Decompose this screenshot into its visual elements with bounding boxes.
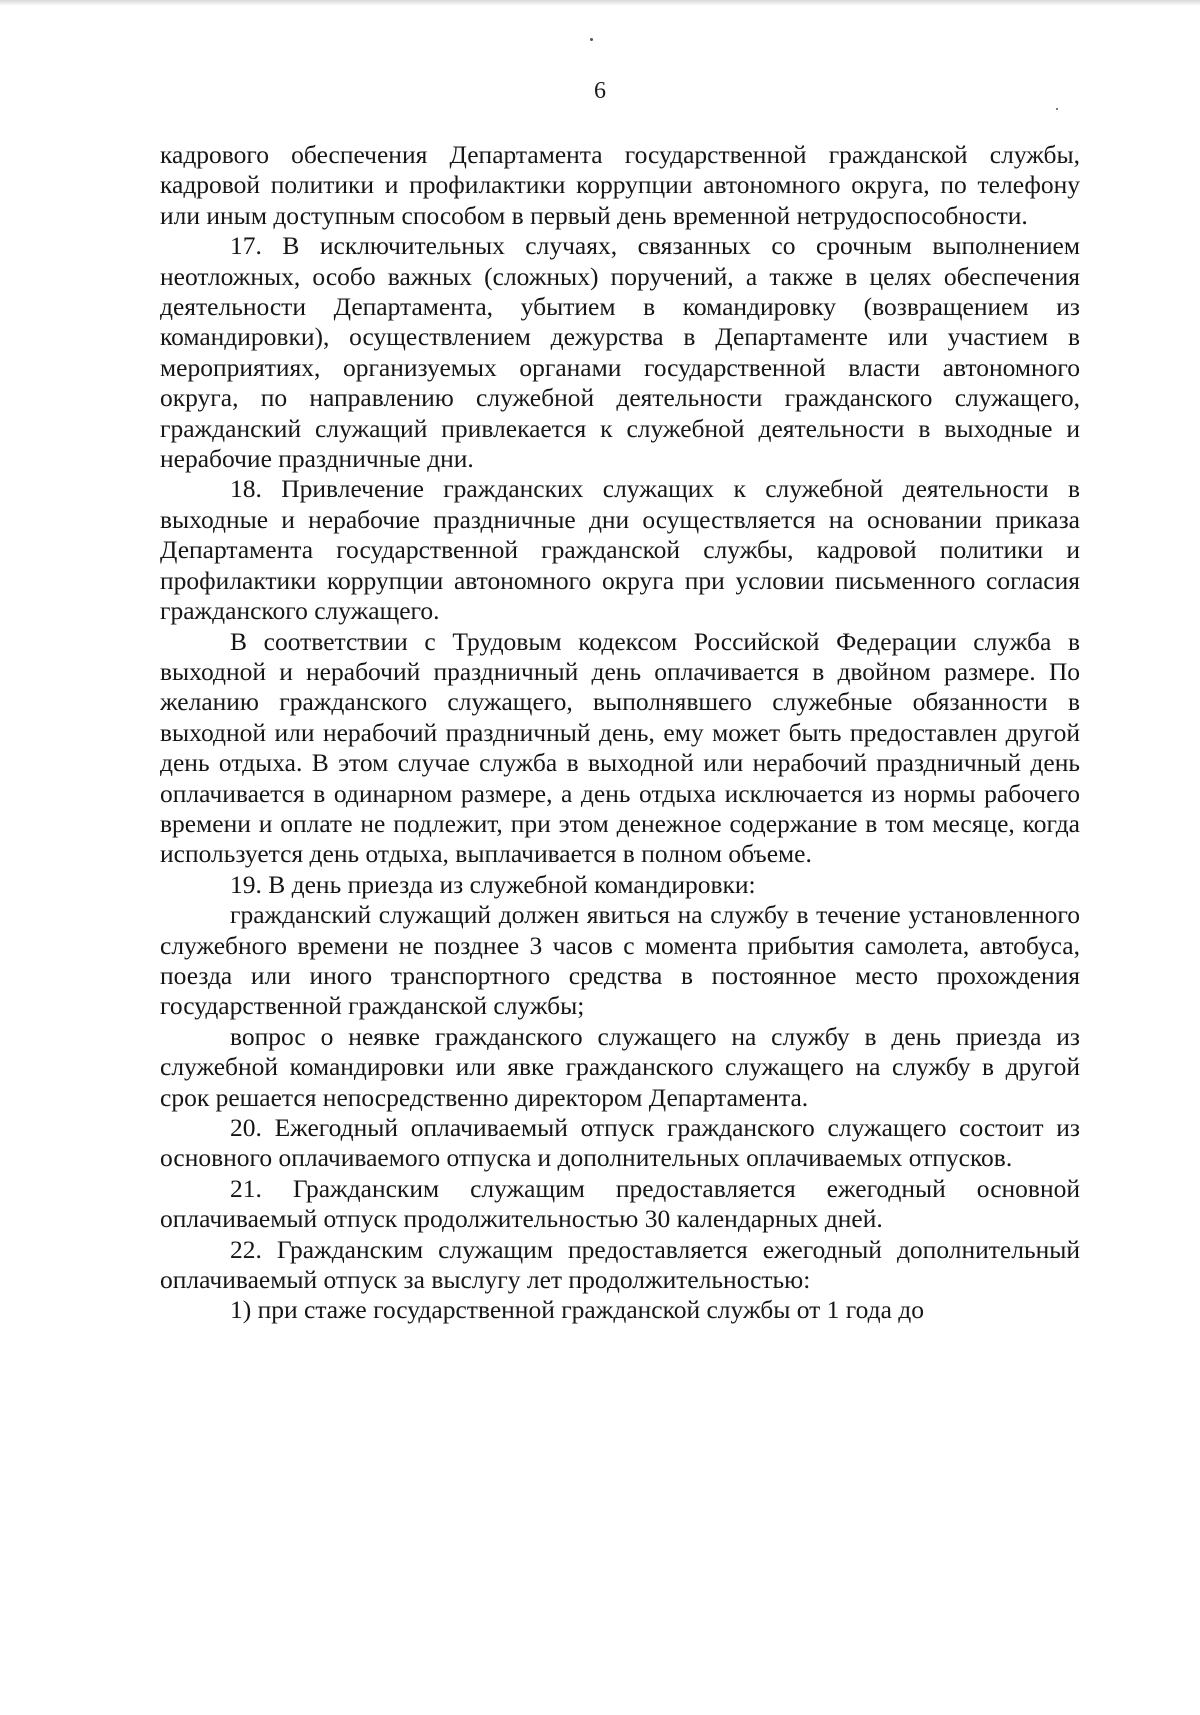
paragraph-19-arrival: гражданский служащий должен явиться на службу в течение установленного служебного времени не позднее 3 часов с момента прибытия самолета, автобуса, поезда или иного транспортного средства в постоянное место прохождения государственной гражданской службы; <box>160 900 1080 1021</box>
paragraph-19: 19. В день приезда из служебной командировки: <box>230 869 756 899</box>
paragraph-20: 20. Ежегодный оплачиваемый отпуск гражданского служащего состоит из основного оплачиваемого отпуска и дополнительных оплачиваемых отпусков. <box>160 1113 1080 1173</box>
scan-edge <box>0 0 1200 6</box>
page-number: 6 <box>594 78 606 104</box>
scan-speck <box>1056 108 1058 110</box>
paragraph-continuation: кадрового обеспечения Департамента государственной гражданской службы, кадровой политики и профилактики коррупции автономного округа, по телефону или иным доступным способом в первый день временной нетрудоспособности. <box>160 140 1080 230</box>
paragraph-22: 22. Гражданским служащим предоставляется ежегодный дополнительный оплачиваемый отпуск за выслугу лет продолжительностью: <box>160 1234 1080 1295</box>
scan-speck <box>590 38 593 41</box>
paragraph-22-item-1: 1) при стаже государственной гражданской службы от 1 года до <box>230 1295 924 1325</box>
paragraph-21: 21. Гражданским служащим предоставляется ежегодный основной оплачиваемый отпуск продолжительностью 30 календарных дней. <box>160 1173 1080 1234</box>
paragraph-18-payment: В соответствии с Трудовым кодексом Российской Федерации служба в выходной и нерабочий праздничный день оплачивается в двойном размере. По желанию гражданского служащего, выполнявшего служебные обязанности в выходной или нерабочий праздничный день, ему может быть предоставлен другой день отдыха. В этом случае служба в выходной или нерабочий праздничный день оплачивается в одинарном размере, а день отдыха исключается из нормы рабочего времени и оплате не подлежит, при этом денежное содержание в том месяце, когда используется день отдыха, выплачивается в полном объеме. <box>160 626 1080 869</box>
paragraph-19-absence: вопрос о неявке гражданского служащего на службу в день приезда из служебной командировки или явке гражданского служащего на службу в другой срок решается непосредственно директором Департамента. <box>160 1021 1080 1112</box>
paragraph-17: 17. В исключительных случаях, связанных со срочным выполнением неотложных, особо важных (сложных) поручений, а также в целях обеспечения деятельности Департамента, убытием в командировку (возвращением из командировки), осуществлением дежурства в Департаменте или участием в мероприятиях, организуемых органами государственной власти автономного округа, по направлению служебной деятельности гражданского служащего, гражданский служащий привлекается к служебной деятельности в выходные и нерабочие праздничные дни. <box>160 231 1080 474</box>
document-body <box>160 140 1080 1326</box>
paragraph-18: 18. Привлечение гражданских служащих к служебной деятельности в выходные и нерабочие праздничные дни осуществляется на основании приказа Департамента государственной гражданской службы, кадровой политики и профилактики коррупции автономного округа при условии письменного согласия гражданского служащего. <box>160 474 1080 626</box>
